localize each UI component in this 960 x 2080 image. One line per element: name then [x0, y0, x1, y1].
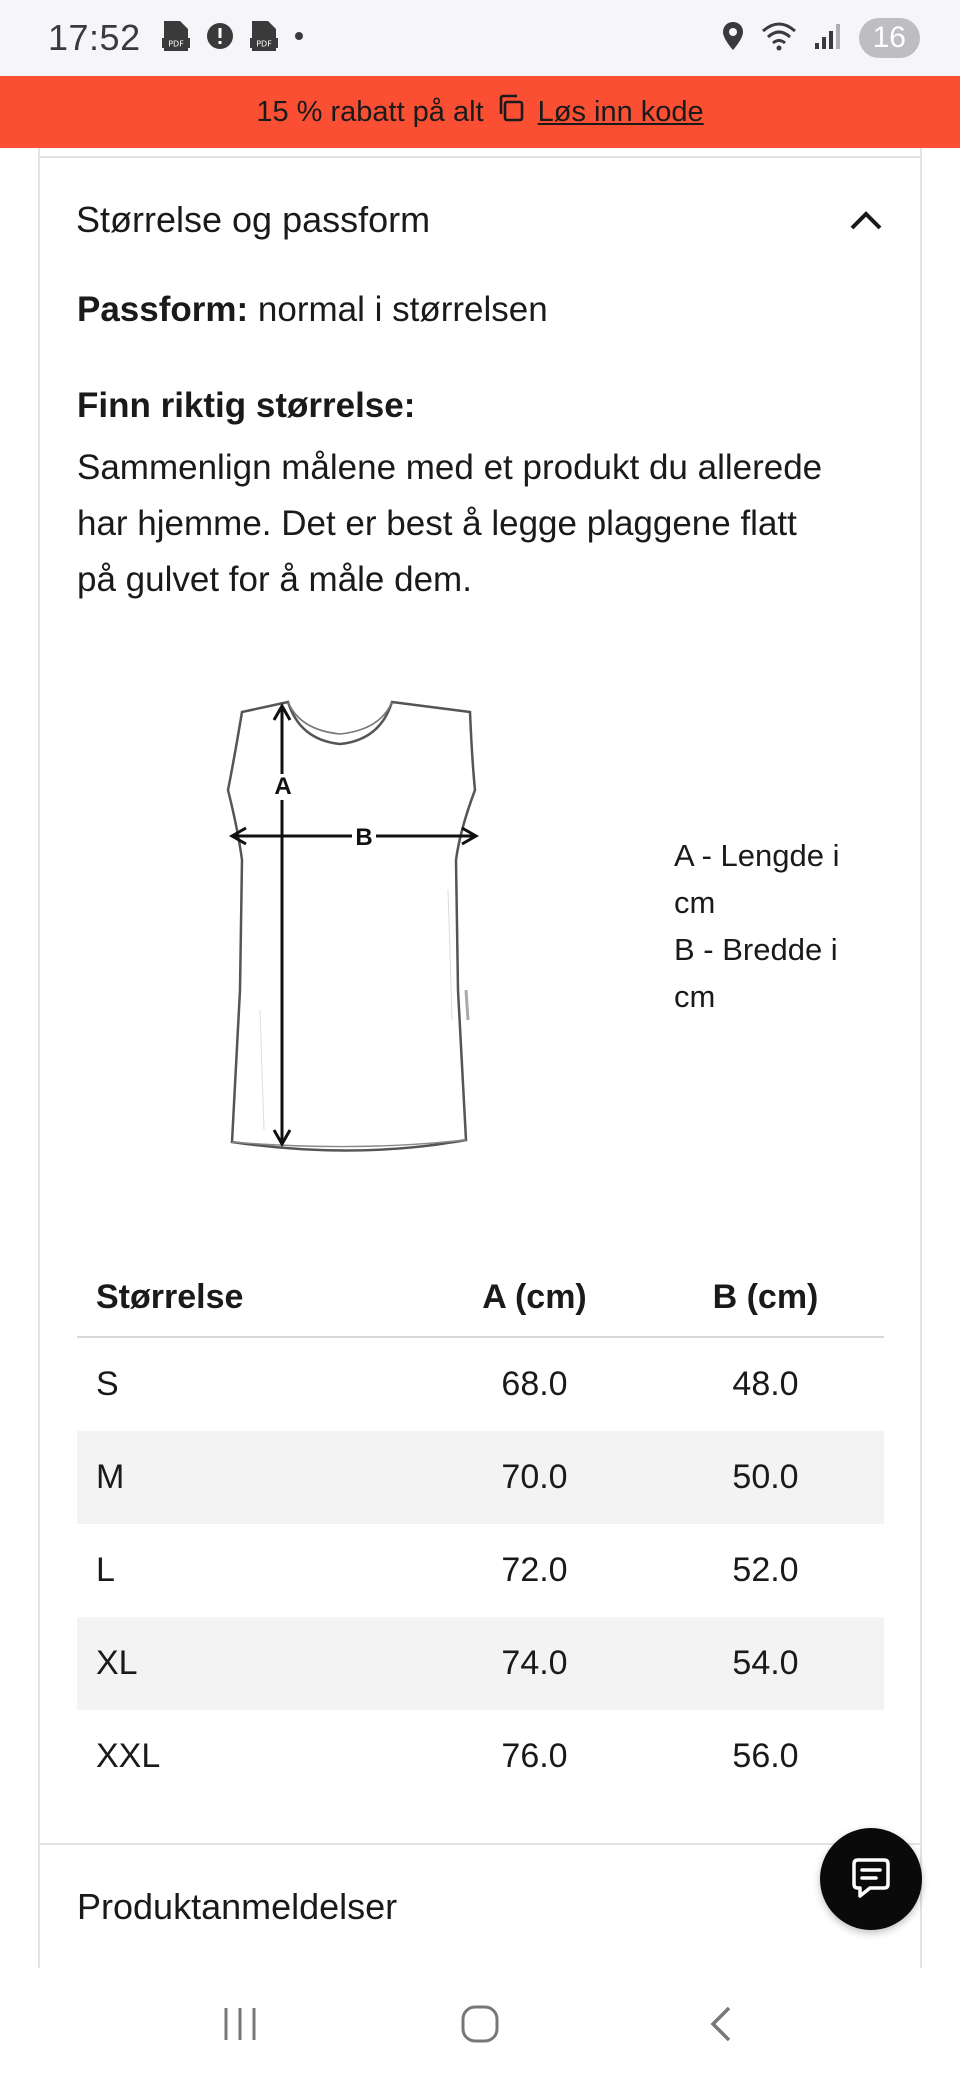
table-row: [77, 1710, 884, 1803]
system-nav-bar: [0, 1968, 960, 2080]
a-cell: 72.0: [501, 1551, 568, 1589]
b-cell: 48.0: [732, 1365, 799, 1403]
home-icon: [460, 2004, 500, 2044]
b-cell: 50.0: [732, 1458, 799, 1496]
a-cell: 70.0: [501, 1458, 568, 1496]
table-row: [77, 1617, 884, 1710]
fit-value: normal i størrelsen: [257, 290, 548, 329]
divider: [40, 156, 920, 158]
table-row: [77, 1524, 884, 1617]
size-table: [77, 1258, 884, 1803]
measurement-legend: [674, 832, 884, 1020]
b-cell: 56.0: [732, 1737, 799, 1775]
pdf-icon: [249, 20, 279, 57]
promo-text: 15 % rabatt på alt: [256, 95, 484, 128]
header-size: Størrelse: [96, 1277, 244, 1316]
dot-icon: [293, 29, 305, 47]
size-fit-accordion-header[interactable]: [38, 190, 922, 250]
divider: [38, 1843, 922, 1845]
product-reviews-header[interactable]: Produktanmeldelser: [77, 1886, 398, 1927]
svg-text:PDF: PDF: [167, 39, 184, 48]
pdf-icon: [161, 20, 191, 57]
alert-icon: [205, 21, 235, 56]
back-icon: [705, 2004, 735, 2044]
a-cell: 74.0: [501, 1644, 568, 1682]
header-b: B (cm): [712, 1277, 819, 1316]
home-button[interactable]: [420, 1984, 540, 2064]
find-size-title: Finn riktig størrelse:: [77, 386, 416, 425]
svg-text:PDF: PDF: [255, 39, 272, 48]
b-cell: 52.0: [732, 1551, 799, 1589]
chat-button[interactable]: [820, 1828, 922, 1930]
table-row: [77, 1338, 884, 1431]
diagram-label-a: A: [274, 773, 292, 800]
battery-badge: 16: [859, 18, 920, 58]
fit-label: Passform:: [77, 290, 249, 329]
chat-icon: [848, 1856, 894, 1902]
recent-apps-button[interactable]: [180, 1984, 300, 2064]
status-bar: [0, 0, 960, 76]
chevron-up-icon[interactable]: [848, 199, 884, 241]
header-a: A (cm): [482, 1277, 587, 1316]
find-size-text: Sammenlign målene med et produkt du allerede har hjemme. Det er best å legge plaggene flatt på gulvet for å måle dem.: [77, 448, 823, 599]
recent-apps-icon: [220, 2006, 260, 2042]
promo-banner: [0, 76, 960, 148]
status-time: 17:52: [48, 17, 141, 58]
diagram-label-b: B: [355, 824, 373, 851]
size-cell: M: [96, 1458, 125, 1496]
redeem-code-link[interactable]: Løs inn kode: [537, 95, 704, 128]
b-cell: 54.0: [732, 1644, 799, 1682]
measurement-diagram: [220, 690, 490, 1165]
legend-a: A - Lengde i cm: [674, 838, 840, 920]
a-cell: 76.0: [501, 1737, 568, 1775]
location-icon: [721, 21, 745, 56]
copy-icon[interactable]: [496, 93, 526, 131]
signal-icon: [813, 21, 843, 56]
a-cell: 68.0: [501, 1365, 568, 1403]
notification-icons: [161, 20, 305, 57]
size-cell: L: [96, 1551, 115, 1589]
table-row: [77, 1431, 884, 1524]
accordion-title: Størrelse og passform: [76, 199, 431, 240]
legend-b: B - Bredde i cm: [674, 932, 838, 1014]
table-header: [77, 1258, 884, 1338]
fit-info: [77, 290, 548, 330]
system-icons: [721, 18, 920, 58]
size-cell: S: [96, 1365, 119, 1403]
size-cell: XXL: [96, 1737, 161, 1775]
wifi-icon: [761, 21, 797, 56]
size-cell: XL: [96, 1644, 138, 1682]
tank-top-illustration: [220, 690, 490, 1160]
back-button[interactable]: [660, 1984, 780, 2064]
